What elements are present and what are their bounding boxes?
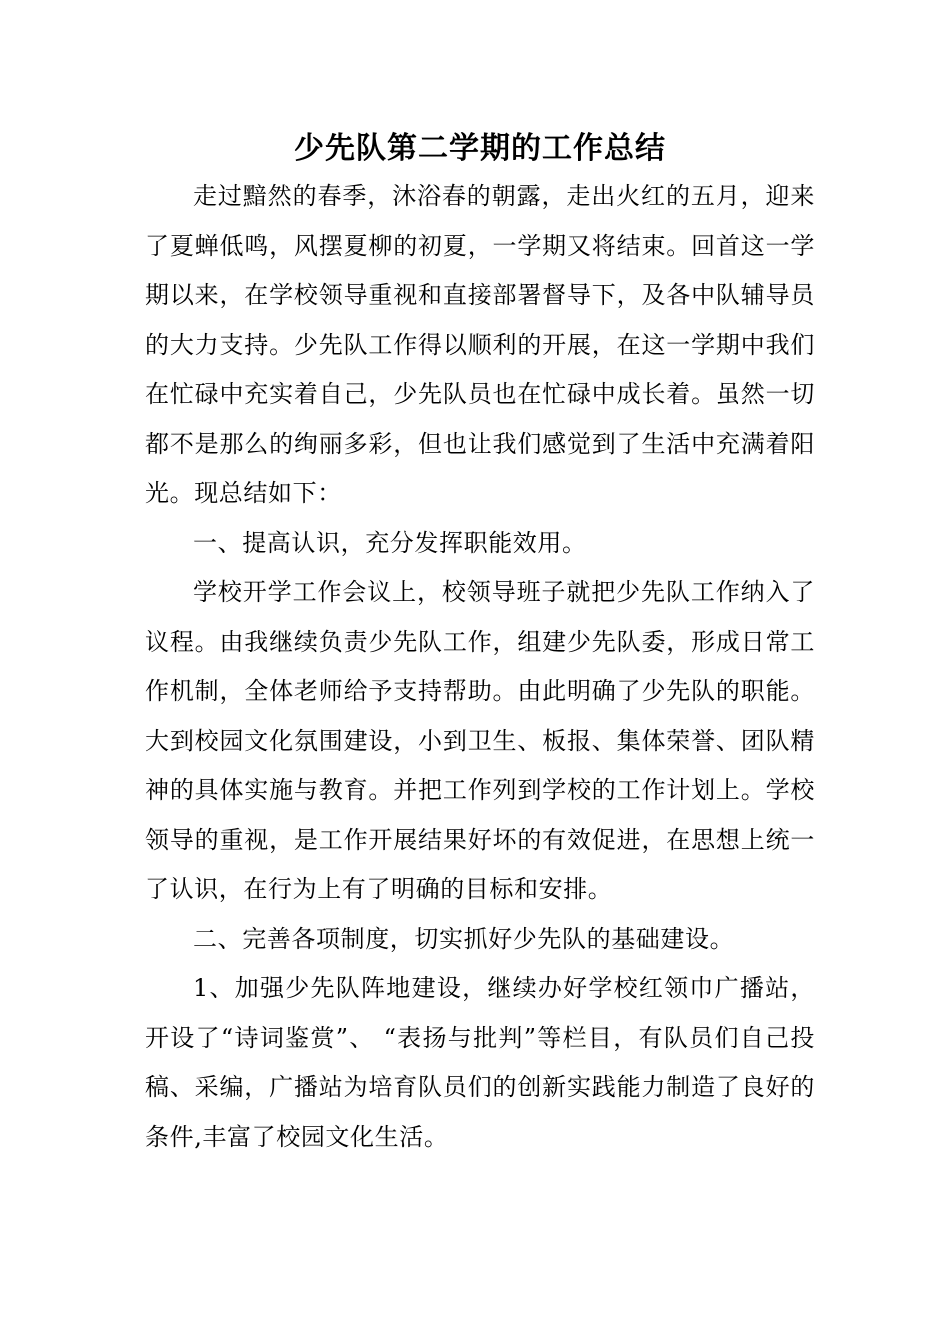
document-body [145,172,815,1162]
document-title: 少先队第二学期的工作总结 [294,131,666,166]
section-heading-2: 二、完善各项制度，切实抓好少先队的基础建设。 [193,924,735,953]
paragraph-section-1: 学校开学工作会议上，校领导班子就把少先队工作纳入了议程。由我继续负责少先队工作，组建少先队委，形成日常工作机制，全体老师给予支持帮助。由此明确了少先队的职能。大到校园文化氛围建设，小到卫生、板报、集体荣誉、团队精神的具体实施与教育。并把工作列到学校的工作计划上。学校领导的重视，是工作开展结果好坏的有效促进，在思想上统一了认识，在行为上有了明确的目标和安排。 [145,578,815,903]
paragraph-item-1: 1、加强少先队阵地建设，继续办好学校红领巾广播站，开设了“诗词鉴赏”、 “表扬与批判”等栏目，有队员们自己投稿、采编，广播站为培育队员们的创新实践能力制造了良好的条件,丰富了校园文化生活。 [145,974,815,1151]
document-page [145,126,815,1162]
paragraph-intro: 走过黯然的春季，沐浴春的朝露，走出火红的五月，迎来了夏蝉低鸣，风摆夏柳的初夏，一学期又将结束。回首这一学期以来，在学校领导重视和直接部署督导下，及各中队辅导员的大力支持。少先队工作得以顺利的开展，在这一学期中我们在忙碌中充实着自己，少先队员也在忙碌中成长着。虽然一切都不是那么的绚丽多彩，但也让我们感觉到了生活中充满着阳光。现总结如下： [145,182,815,507]
section-heading-1: 一、提高认识，充分发挥职能效用。 [193,528,587,557]
